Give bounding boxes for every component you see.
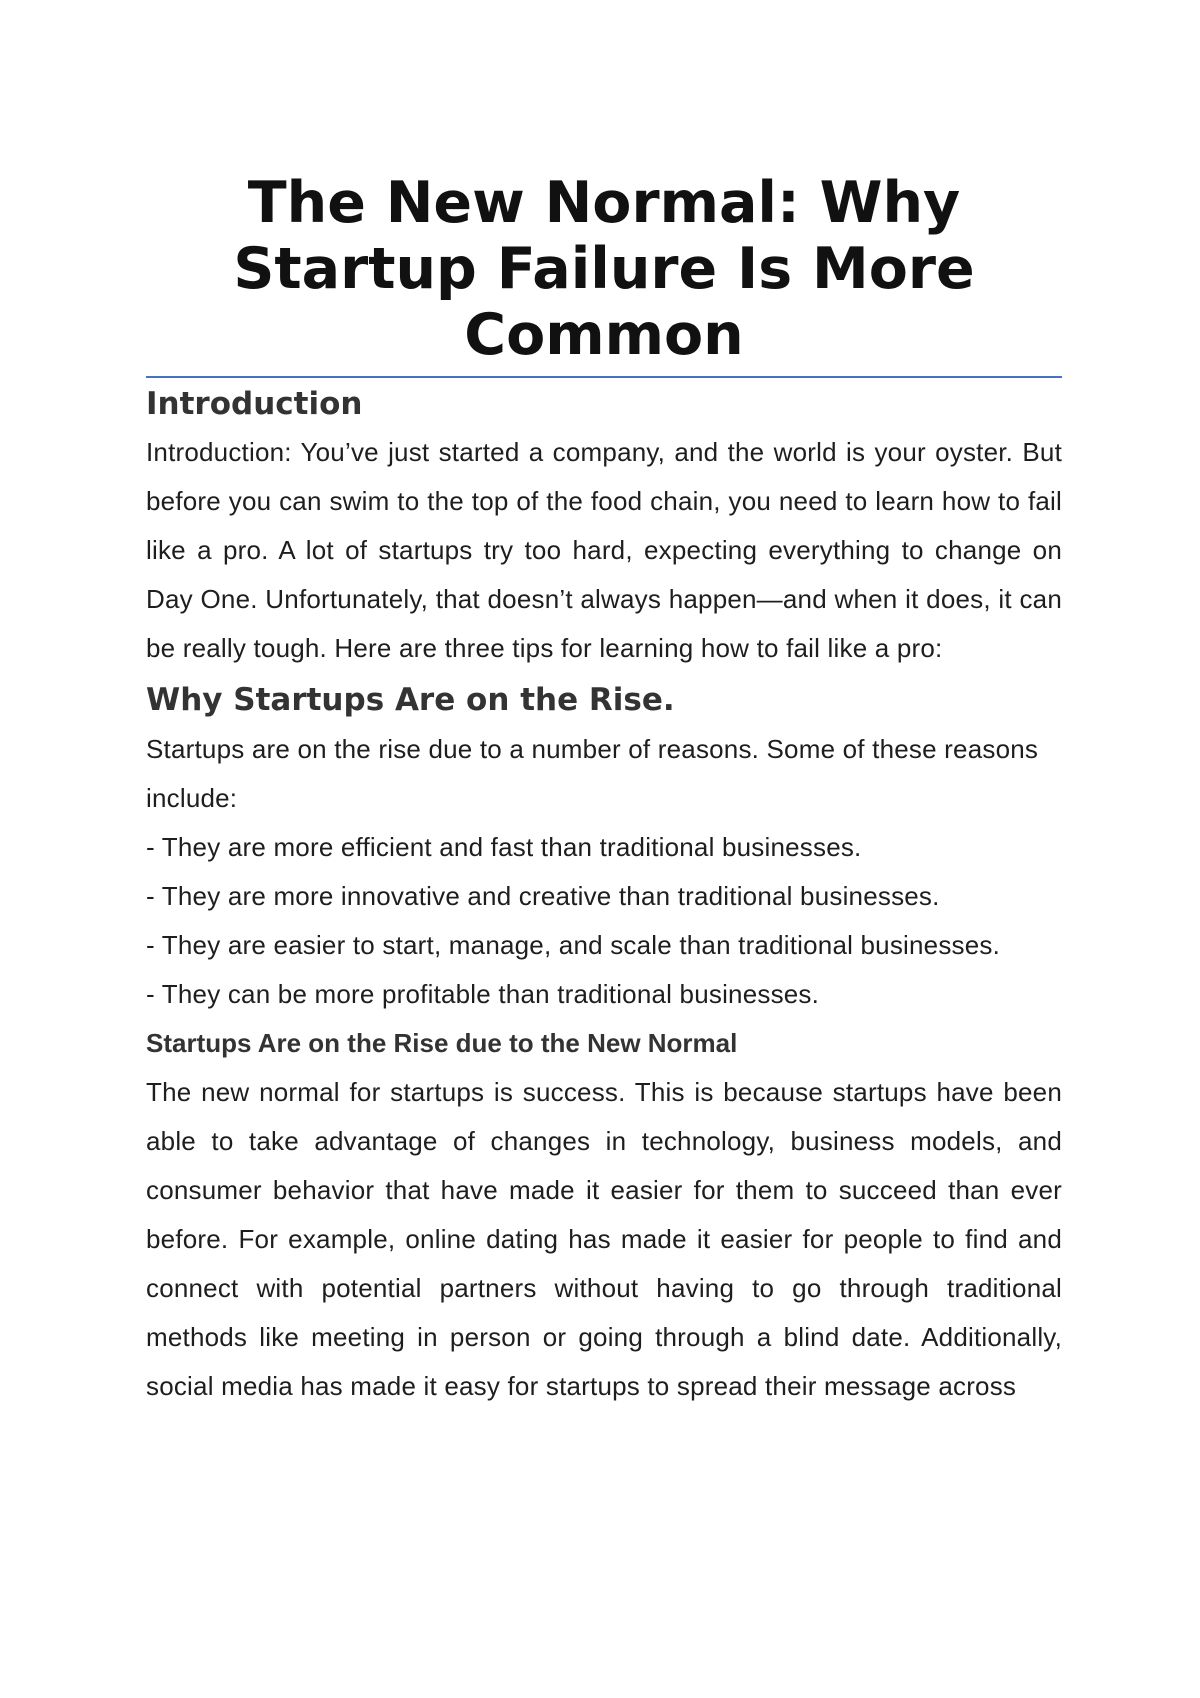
document-title: The New Normal: Why Startup Failure Is More Common (146, 170, 1062, 378)
paragraph-rise-intro: Startups are on the rise due to a number of reasons. Some of these reasons include: (146, 734, 1039, 813)
heading-why-startups-rise: Why Startups Are on the Rise. (146, 682, 675, 718)
list-item: - They are more efficient and fast than traditional businesses. (146, 832, 862, 862)
document-page (146, 170, 1062, 1411)
list-item: - They are more innovative and creative than traditional businesses. (146, 881, 940, 911)
heading-introduction: Introduction (146, 386, 363, 422)
list-item: - They can be more profitable than traditional businesses. (146, 979, 820, 1009)
heading-new-normal: Startups Are on the Rise due to the New Normal (146, 1028, 738, 1058)
paragraph-new-normal: The new normal for startups is success. This is because startups have been able to take advantage of changes in technology, business models, and consumer behavior that have made it easier for them to succeed than ever before. For example, online dating has made it easier for people to find and connect with potential partners without having to go through traditional methods like meeting in person or going through a blind date. Additionally, social media has made it easy for startups to spread their message across (146, 1077, 1062, 1401)
list-item: - They are easier to start, manage, and scale than traditional businesses. (146, 930, 1001, 960)
paragraph-introduction: Introduction: You’ve just started a company, and the world is your oyster. But before you can swim to the top of the food chain, you need to learn how to fail like a pro. A lot of startups try too hard, expecting everything to change on Day One. Unfortunately, that doesn’t always happen—and when it does, it can be really tough. Here are three tips for learning how to fail like a pro: (146, 437, 1062, 663)
